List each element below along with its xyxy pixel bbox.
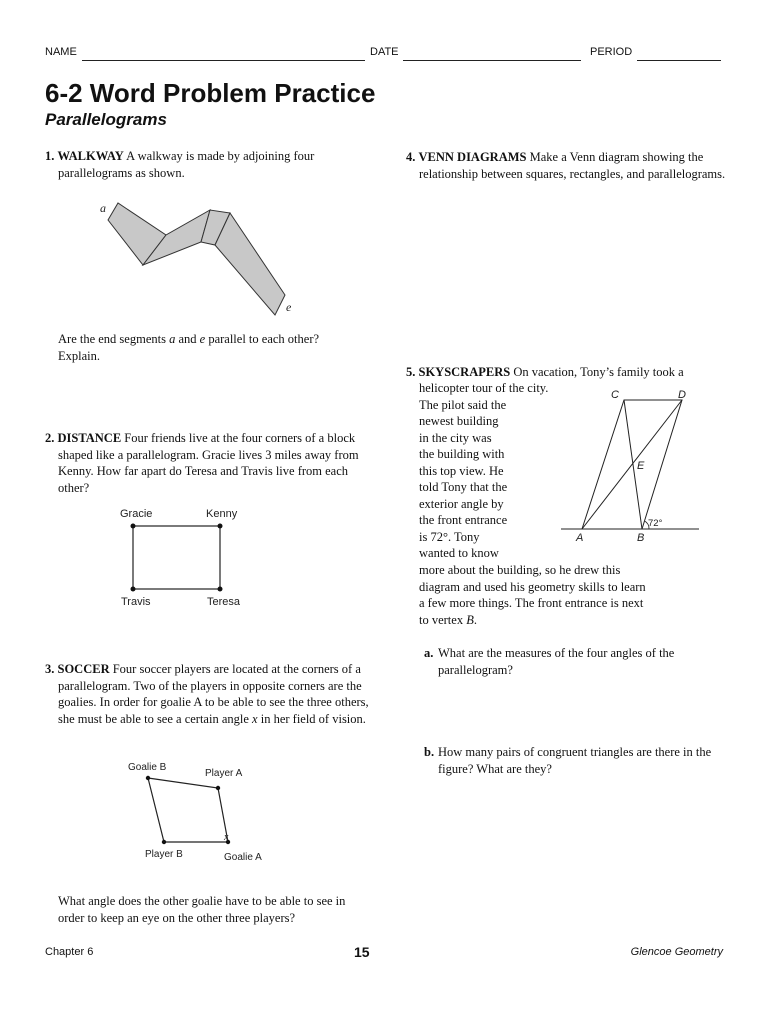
label-gracie: Gracie — [120, 508, 153, 520]
date-label: DATE — [370, 46, 399, 58]
problem-2-number: 2. — [45, 431, 55, 445]
problem-1-question: Are the end segments a and e parallel to each other? Explain. — [58, 332, 320, 363]
problem-5-heading: SKYSCRAPERS — [418, 365, 511, 379]
problem-5-part-b: b. How many pairs of congruent triangles are there in the figure? What are they? — [424, 745, 712, 776]
problem-4-text: Make a Venn diagram showing the relationship between squares, rectangles, and parallelograms. — [419, 150, 726, 181]
problem-3: 3. SOCCER Four soccer players are located at the corners of a parallelogram. Two of the players in opposite corners are the goalies. In order for goalie A to be able to see the three others, she must be able to see a certain angle x in her field of vision. — [45, 662, 369, 726]
problem-3-text: Four soccer players are located at the corners of a parallelogram. Two of the players in opposite corners are the goalies. In order for goalie A to be able to see the three others, she must be able to see a certain angle — [58, 662, 369, 726]
label-e: E — [637, 460, 645, 472]
problem-1 — [45, 148, 378, 181]
page-title: 6-2 Word Problem Practice — [45, 78, 376, 108]
label-d: D — [678, 389, 686, 401]
problem-1-text: A walkway is made by adjoining four parallelograms as shown. — [58, 149, 315, 180]
date-field[interactable] — [403, 60, 581, 61]
problem-5-number: 5. — [406, 365, 416, 379]
period-label: PERIOD — [590, 46, 633, 58]
label-travis: Travis — [121, 596, 151, 608]
label-kenny: Kenny — [206, 508, 238, 520]
problem-3-heading: SOCCER — [57, 662, 110, 676]
period-field[interactable] — [637, 60, 721, 61]
problem-5-wrapped-text: helicopter tour of the city. The pilot said the newest building in the city was the building with this top view. He told Tony that the exterior angle by the front entrance is 72°. Tony wanted to know — [419, 381, 549, 560]
footer-publisher: Glencoe Geometry — [630, 946, 723, 958]
footer-chapter: Chapter 6 — [45, 946, 94, 958]
walkway-figure — [95, 195, 305, 320]
block-figure — [110, 503, 260, 613]
problem-5-part-a: a. What are the measures of the four angles of the parallelogram? — [424, 646, 675, 677]
label-a: a — [100, 201, 106, 215]
label-b: B — [637, 532, 645, 544]
skyscraper-figure — [557, 385, 707, 545]
problem-5-text-rest: more about the building, so he drew this diagram and used his geometry skills to learn a few more things. The front entrance is next to vertex B. — [419, 563, 646, 627]
name-field[interactable] — [82, 60, 365, 61]
label-goalie-b: Goalie B — [128, 762, 167, 773]
label-72-degrees: 72° — [648, 518, 663, 529]
problem-4 — [406, 149, 737, 182]
label-player-a: Player A — [205, 768, 243, 779]
problem-3-number: 3. — [45, 662, 55, 676]
problem-3-question: What angle does the other goalie have to be able to see in order to keep an eye on the other three players? — [58, 894, 346, 925]
label-goalie-a: Goalie A — [224, 852, 262, 863]
label-teresa: Teresa — [207, 596, 241, 608]
label-angle-x: x — [224, 832, 229, 843]
label-e: e — [286, 300, 292, 314]
problem-4-heading: VENN DIAGRAMS — [418, 150, 527, 164]
problem-2-text: Four friends live at the four corners of a block shaped like a parallelogram. Gracie lives 3 miles away from Kenny. How far apart do Teresa and Travis live from each other? — [58, 431, 359, 495]
name-label: NAME — [45, 46, 77, 58]
problem-1-heading: WALKWAY — [57, 149, 124, 163]
problem-2-heading: DISTANCE — [57, 431, 122, 445]
soccer-figure — [120, 756, 280, 866]
problem-1-number: 1. — [45, 149, 55, 163]
problem-4-number: 4. — [406, 150, 416, 164]
problem-5: 5. SKYSCRAPERS On vacation, Tony’s family took a — [406, 365, 684, 379]
page-subtitle: Parallelograms — [45, 110, 167, 129]
label-c: C — [611, 389, 619, 401]
label-a: A — [576, 532, 584, 544]
page-number: 15 — [354, 944, 370, 960]
label-player-b: Player B — [145, 849, 183, 860]
problem-2 — [45, 430, 378, 496]
